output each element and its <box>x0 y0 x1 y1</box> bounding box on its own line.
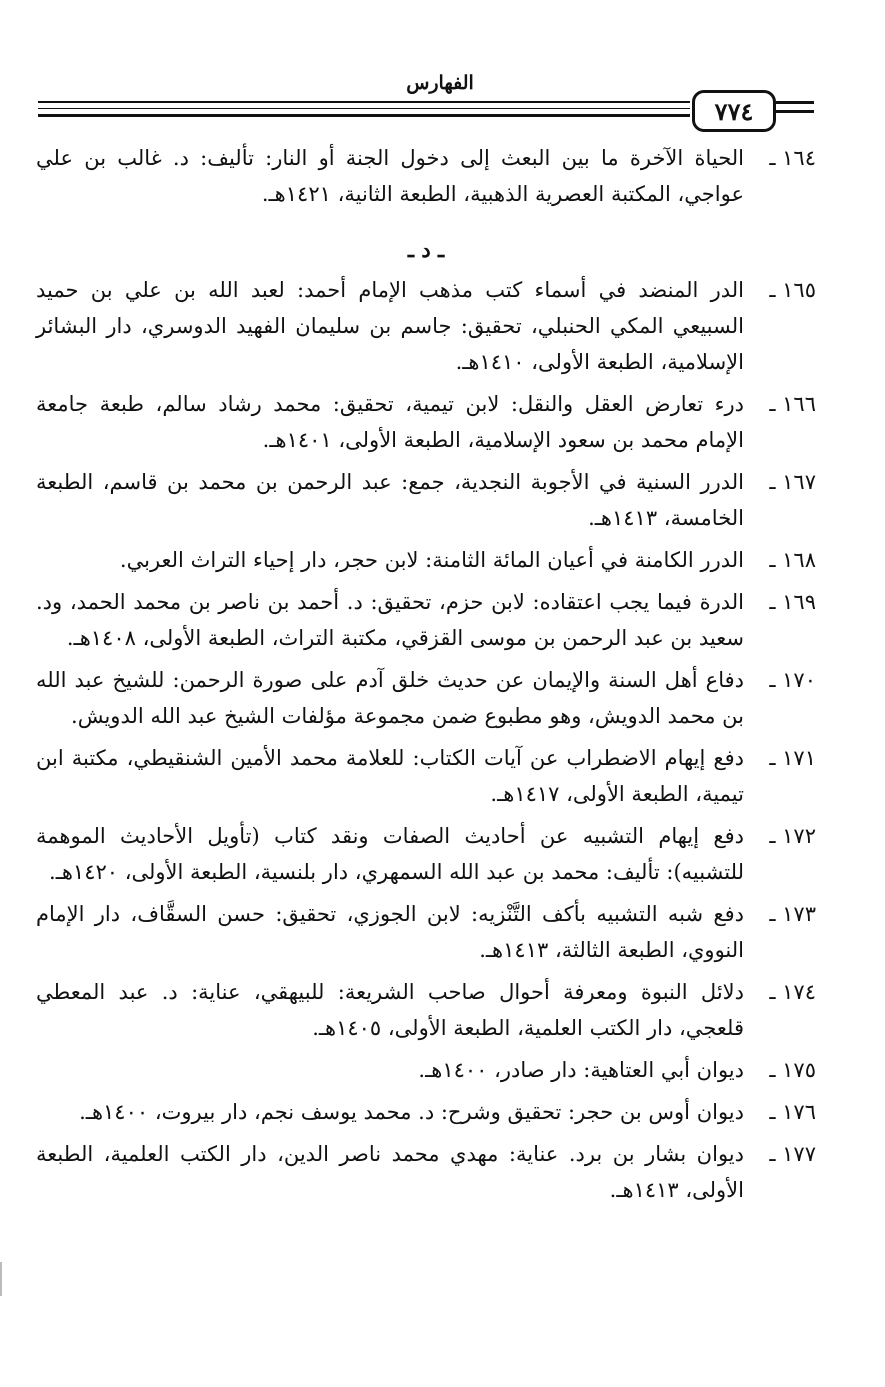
scan-artifact <box>0 1262 2 1296</box>
bibliography-entry <box>36 1136 816 1208</box>
bibliography-entry <box>36 1052 816 1088</box>
bibliography-entry <box>36 584 816 656</box>
bibliography-entry <box>36 542 816 578</box>
bibliography-entry <box>36 896 816 968</box>
page-header <box>0 0 885 140</box>
header-rule <box>38 114 690 117</box>
entry-number: ١٧١ ـ <box>769 746 816 770</box>
entry-text: الحياة الآخرة ما بين البعث إلى دخول الجنة أو النار: تأليف: د. غالب بن علي عواجي، المكتبة العصرية الذهبية، الطبعة الثانية، ١٤٢١هـ. <box>36 146 744 206</box>
entry-text: دفاع أهل السنة والإيمان عن حديث خلق آدم على صورة الرحمن: للشيخ عبد الله بن محمد الدويش، وهو مطبوع ضمن مجموعة مؤلفات الشيخ عبد الله الدويش. <box>36 668 744 728</box>
entry-text: ديوان أوس بن حجر: تحقيق وشرح: د. محمد يوسف نجم، دار بيروت، ١٤٠٠هـ. <box>79 1100 744 1124</box>
bibliography-entry <box>36 740 816 812</box>
header-ornament <box>776 101 814 104</box>
entry-number: ١٧٧ ـ <box>769 1142 816 1166</box>
entry-text: دفع إيهام التشبيه عن أحاديث الصفات ونقد كتاب (تأويل الأحاديث الموهمة للتشبيه): تأليف: محمد بن عبد الله السمهري، دار بلنسية، الطبعة الأولى، ١٤٢٠هـ. <box>36 824 744 884</box>
bibliography-entry <box>36 386 816 458</box>
entry-text: الدرر السنية في الأجوبة النجدية، جمع: عبد الرحمن بن محمد بن قاسم، الطبعة الخامسة، ١٤١٣هـ. <box>36 470 744 530</box>
bibliography-entry <box>36 272 816 380</box>
entry-number: ١٦٥ ـ <box>769 278 816 302</box>
entry-number: ١٧٠ ـ <box>769 668 816 692</box>
bibliography-entry <box>36 974 816 1046</box>
bibliography-entry <box>36 464 816 536</box>
header-ornament <box>776 110 814 113</box>
entry-text: الدرة فيما يجب اعتقاده: لابن حزم، تحقيق: د. أحمد بن ناصر بن محمد الحمد، ود. سعيد بن عبد الرحمن بن موسى القزقي، مكتبة التراث، الطبعة الأولى، ١٤٠٨هـ. <box>36 590 744 650</box>
entry-number: ١٦٤ ـ <box>769 146 816 170</box>
bibliography-entry <box>36 662 816 734</box>
entry-text: الدر المنضد في أسماء كتب مذهب الإمام أحمد: لعبد الله بن علي بن حميد السبيعي المكي الحنبلي، تحقيق: جاسم بن سليمان الفهيد الدوسري، دار البشائر الإسلامية، الطبعة الأولى، ١٤١٠هـ. <box>36 278 744 374</box>
entry-text: دلائل النبوة ومعرفة أحوال صاحب الشريعة: للبيهقي، عناية: د. عبد المعطي قلعجي، دار الكتب العلمية، الطبعة الأولى، ١٤٠٥هـ. <box>36 980 744 1040</box>
entry-text: ديوان بشار بن برد. عناية: مهدي محمد ناصر الدين، دار الكتب العلمية، الطبعة الأولى، ١٤١٣هـ. <box>36 1142 744 1202</box>
entry-text: دفع شبه التشبيه بأكف التَّنْزيه: لابن الجوزي، تحقيق: حسن السقَّاف، دار الإمام النووي، الطبعة الثالثة، ١٤١٣هـ. <box>36 902 744 962</box>
entry-number: ١٧٤ ـ <box>769 980 816 1004</box>
bibliography-entry <box>36 818 816 890</box>
section-heading: ـ د ـ <box>407 237 445 262</box>
bibliography-entry <box>36 1094 816 1130</box>
bibliography-list <box>36 140 816 1214</box>
entry-text: ديوان أبي العتاهية: دار صادر، ١٤٠٠هـ. <box>418 1058 744 1082</box>
entry-number: ١٧٣ ـ <box>769 902 816 926</box>
bibliography-entry <box>36 140 816 212</box>
entry-number: ١٦٦ ـ <box>769 392 816 416</box>
page-number: ٧٧٤ <box>692 90 776 132</box>
entry-number: ١٧٦ ـ <box>769 1100 816 1124</box>
running-title: الفهارس <box>406 72 474 94</box>
entry-text: الدرر الكامنة في أعيان المائة الثامنة: لابن حجر، دار إحياء التراث العربي. <box>119 548 744 572</box>
entry-number: ١٦٨ ـ <box>769 548 816 572</box>
entry-number: ١٧٥ ـ <box>769 1058 816 1082</box>
entry-number: ١٦٧ ـ <box>769 470 816 494</box>
entry-number: ١٦٩ ـ <box>769 590 816 614</box>
entry-text: دفع إيهام الاضطراب عن آيات الكتاب: للعلامة محمد الأمين الشنقيطي، مكتبة ابن تيمية، الطبعة الأولى، ١٤١٧هـ. <box>36 746 744 806</box>
header-rule <box>38 108 690 109</box>
header-rule <box>38 101 690 103</box>
entry-text: درء تعارض العقل والنقل: لابن تيمية، تحقيق: محمد رشاد سالم، طبعة جامعة الإمام محمد بن سعود الإسلامية، الطبعة الأولى، ١٤٠١هـ. <box>36 392 744 452</box>
entry-number: ١٧٢ ـ <box>769 824 816 848</box>
